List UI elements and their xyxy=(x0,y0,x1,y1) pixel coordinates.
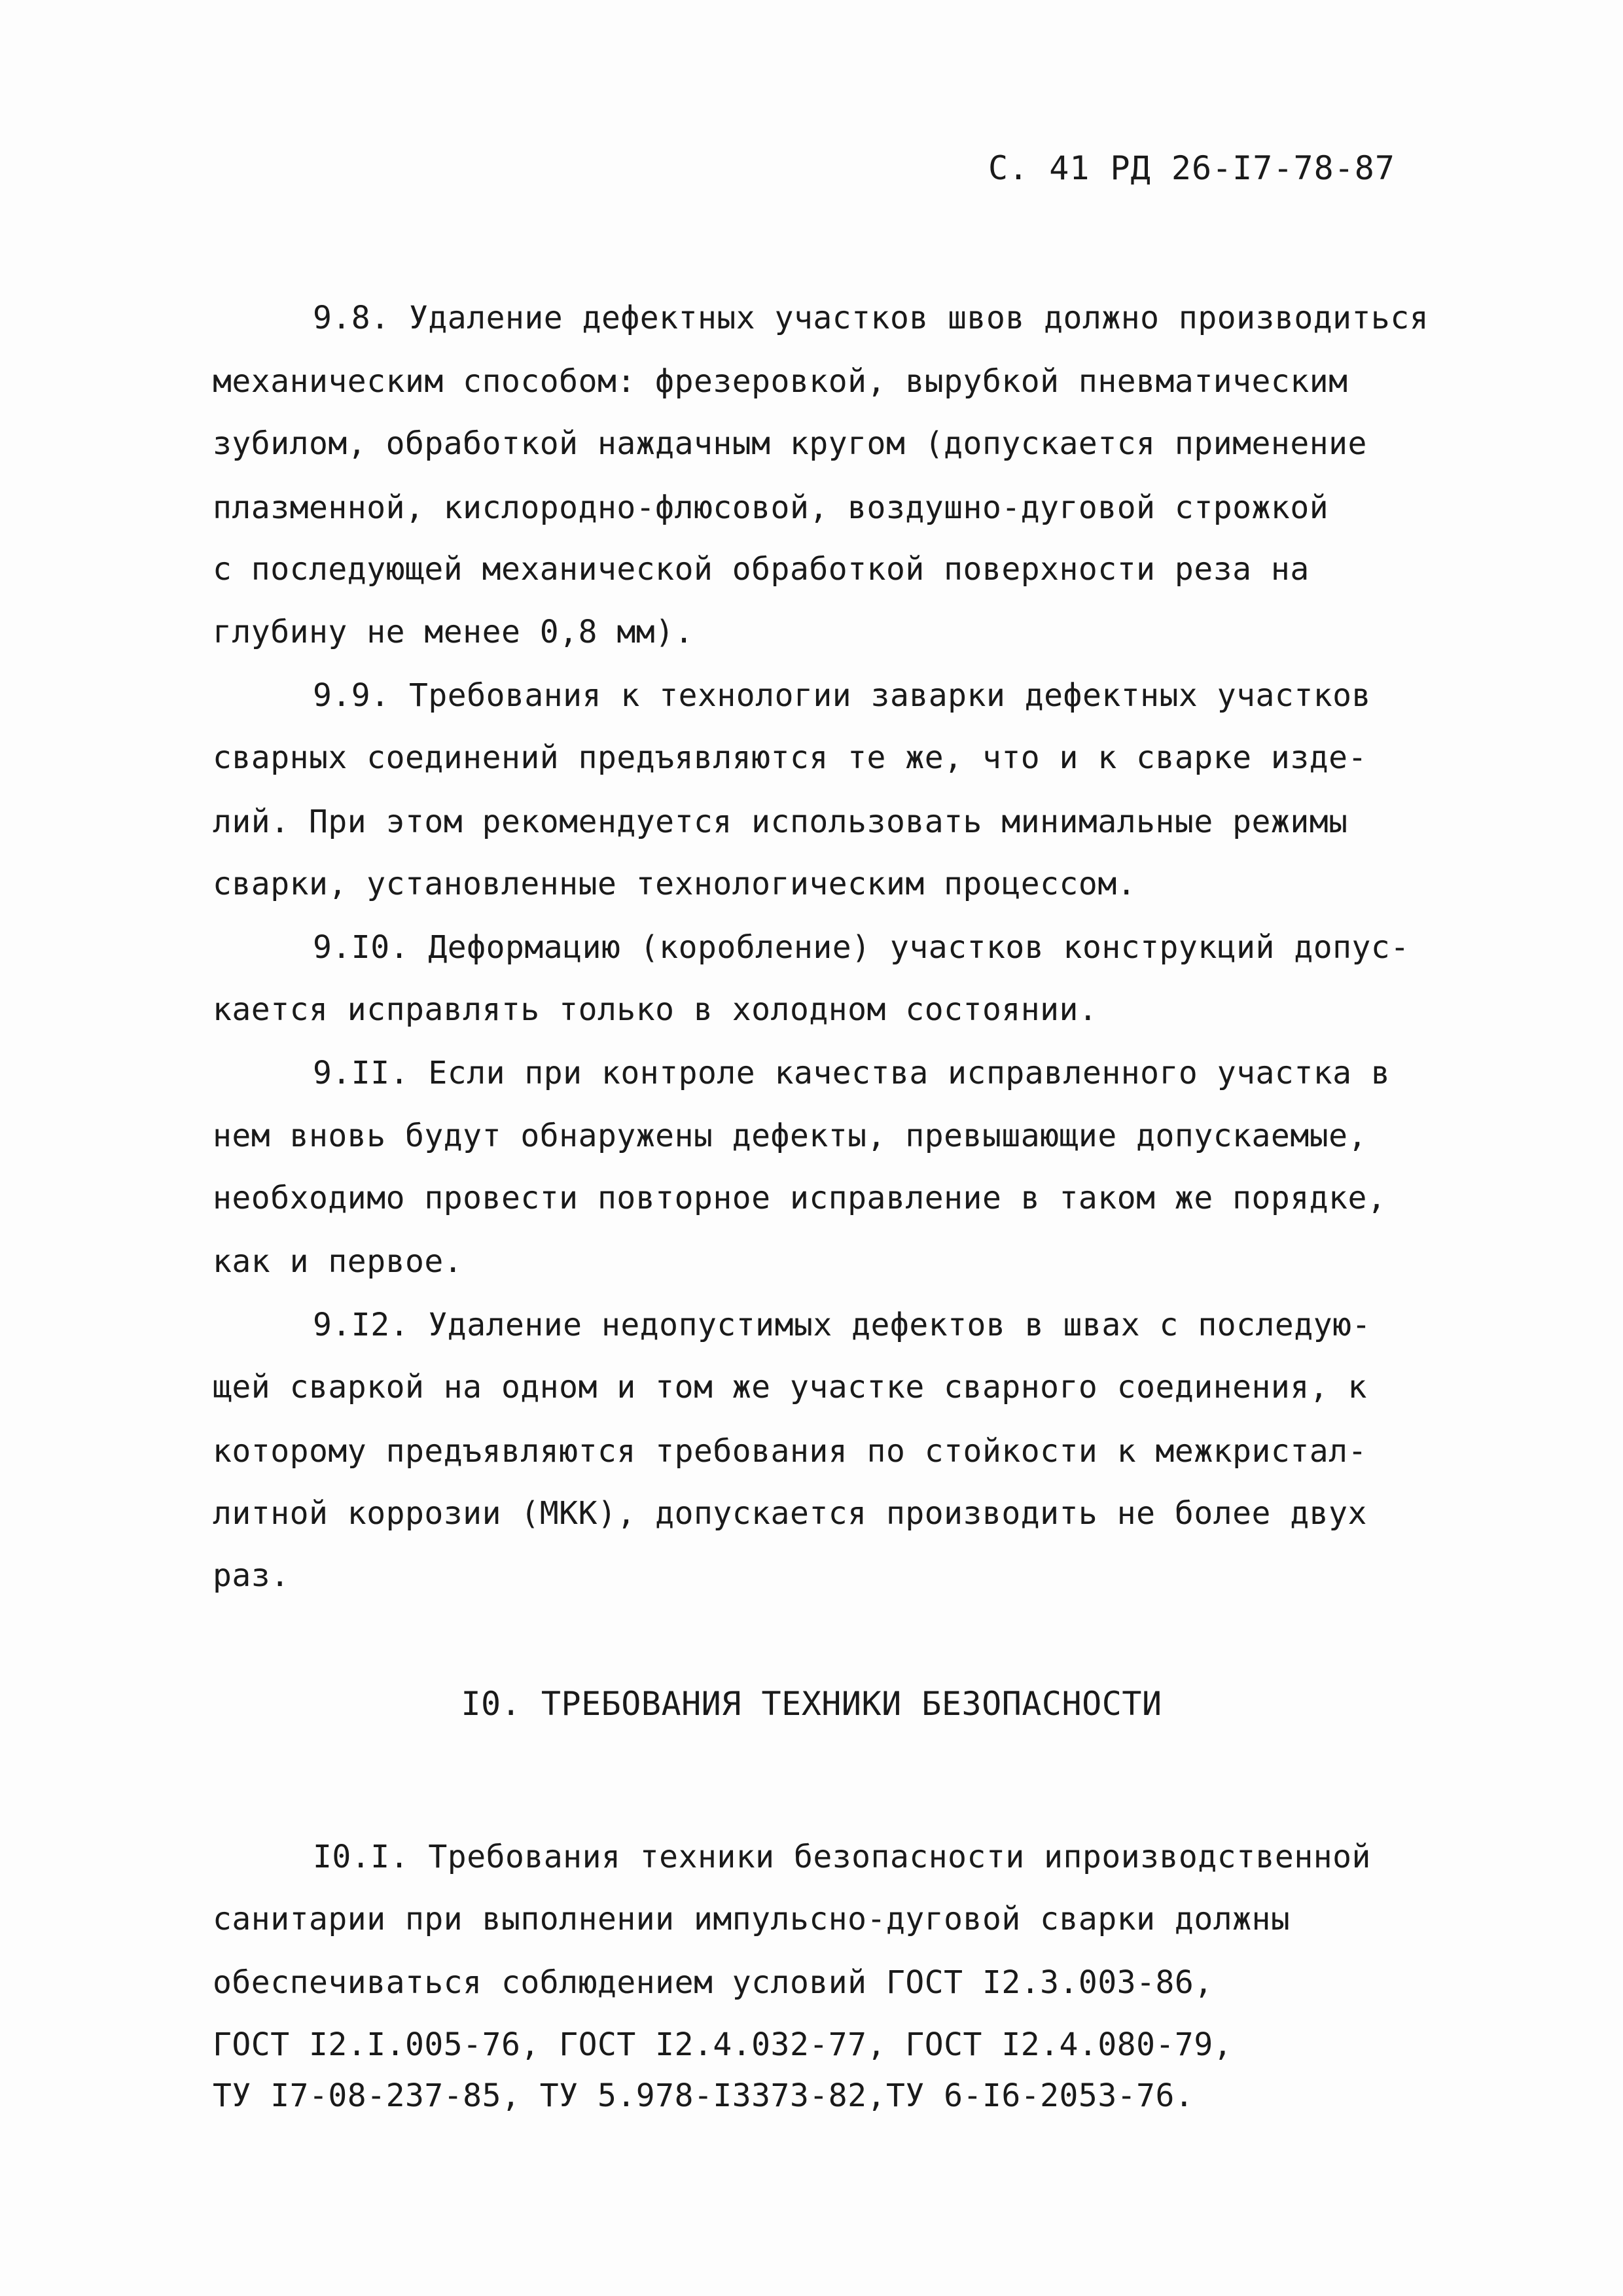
paragraph-10-1-line-3: обеспечиваться соблюдением условий ГОСТ І2.3.003-86, xyxy=(213,1964,1213,2001)
paragraph-9-12-line-3: которому предъявляются требования по стойкости к межкристал- xyxy=(213,1433,1367,1470)
paragraph-10-1-line-4: ГОСТ І2.І.005-76, ГОСТ І2.4.032-77, ГОСТ І2.4.080-79, xyxy=(213,2026,1233,2063)
paragraph-9-9-line-4: сварки, установленные технологическим процессом. xyxy=(213,866,1137,902)
paragraph-9-8-line-6: глубину не менее 0,8 мм). xyxy=(213,614,694,650)
paragraph-9-11-line-2: нем вновь будут обнаружены дефекты, превышающие допускаемые, xyxy=(213,1118,1367,1154)
paragraph-9-8-line-4: плазменной, кислородно-флюсовой, воздушно-дуговой строжкой xyxy=(213,489,1329,526)
paragraph-10-1-line-2: санитарии при выполнении импульсно-дуговой сварки должны xyxy=(213,1901,1291,1937)
paragraph-9-8-line-2: механическим способом: фрезеровкой, вырубкой пневматическим xyxy=(213,363,1348,400)
paragraph-9-11-line-3: необходимо провести повторное исправление в таком же порядке, xyxy=(213,1180,1387,1216)
paragraph-9-9-line-1: 9.9. Требования к технологии заварки дефектных участков xyxy=(313,677,1371,714)
paragraph-9-8-line-3: зубилом, обработкой наждачным кругом (допускается применение xyxy=(213,425,1367,462)
paragraph-9-9-line-3: лий. При этом рекомендуется использовать минимальные режимы xyxy=(213,804,1348,840)
paragraph-9-12-line-4: литной коррозии (МКК), допускается производить не более двух xyxy=(213,1495,1367,1532)
paragraph-9-12-line-2: щей сваркой на одном и том же участке сварного соединения, к xyxy=(213,1369,1367,1405)
paragraph-9-10-line-2: кается исправлять только в холодном состоянии. xyxy=(213,991,1098,1028)
paragraph-9-12-line-1: 9.І2. Удаление недопустимых дефектов в швах с последую- xyxy=(313,1307,1371,1343)
page-reference: С. 41 РД 26-І7-78-87 xyxy=(988,149,1395,187)
paragraph-9-11-line-4: как и первое. xyxy=(213,1243,463,1280)
paragraph-9-11-line-1: 9.ІІ. Если при контроле качества исправленного участка в xyxy=(313,1055,1391,1091)
paragraph-9-9-line-2: сварных соединений предъявляются те же, что и к сварке изде- xyxy=(213,739,1367,776)
section-heading: І0. ТРЕБОВАНИЯ ТЕХНИКИ БЕЗОПАСНОСТИ xyxy=(461,1685,1162,1723)
paragraph-9-10-line-1: 9.І0. Деформацию (коробление) участков конструкций допус- xyxy=(313,929,1410,966)
paragraph-9-8-line-5: с последующей механической обработкой поверхности реза на xyxy=(213,551,1310,588)
paragraph-9-12-line-5: раз. xyxy=(213,1557,290,1594)
paragraph-10-1-line-1: І0.І. Требования техники безопасности ипроизводственной xyxy=(313,1839,1371,1875)
paragraph-9-8-line-1: 9.8. Удаление дефектных участков швов должно производиться xyxy=(313,300,1429,336)
paragraph-10-1-line-5: ТУ І7-08-237-85, ТУ 5.978-І3373-82,ТУ 6-І6-2053-76. xyxy=(213,2077,1194,2114)
